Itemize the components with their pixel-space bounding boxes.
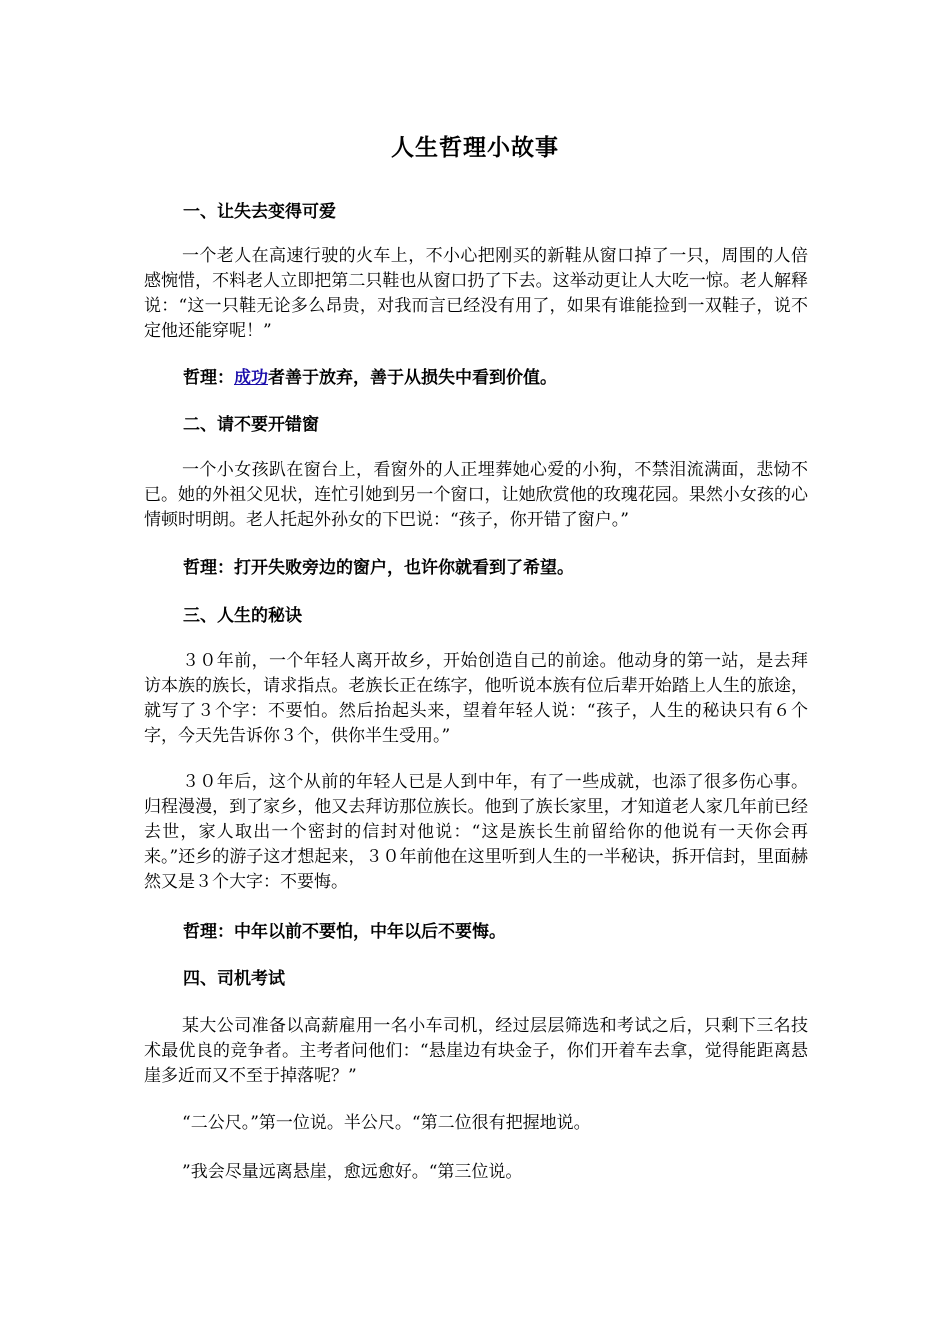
moral-prefix: 哲理： [183, 368, 234, 388]
section-heading: 一、让失去变得可爱 [183, 202, 336, 222]
moral-line: 哲理：打开失败旁边的窗户，也许你就看到了希望。 [183, 558, 574, 578]
section-heading: 四、司机考试 [183, 969, 285, 989]
success-link[interactable]: 成功 [234, 368, 268, 388]
paragraph: ３０年前，一个年轻人离开故乡，开始创造自己的前途。他动身的第一站，是去拜访本族的族长，请求指点。老族长正在练字，他听说本族有位后辈开始踏上人生的旅途，就写了３个字：不要怕。然后抬起头来，望着年轻人说：“孩子，人生的秘诀只有６个字，今天先告诉你３个，供你半生受用。” [144, 651, 808, 746]
paragraph: ”我会尽量远离悬崖，愈远愈好。“第三位说。 [182, 1162, 523, 1182]
moral-text: 者善于放弃，善于从损失中看到价值。 [268, 368, 557, 388]
paragraph: 一个老人在高速行驶的火车上，不小心把刚买的新鞋从窗口掉了一只，周围的人倍感惋惜，不料老人立即把第二只鞋也从窗口扔了下去。这举动更让人大吃一惊。老人解释说：“这一只鞋无论多么昂贵，对我而言已经没有用了，如果有谁能捡到一双鞋子，说不定他还能穿呢！” [144, 246, 808, 341]
moral-line [183, 366, 808, 391]
paragraph: “二公尺。”第一位说。半公尺。“第二位很有把握地说。 [182, 1113, 591, 1133]
paragraph: 某大公司准备以高薪雇用一名小车司机，经过层层筛选和考试之后，只剩下三名技术最优良的竞争者。主考者问他们：“悬崖边有块金子，你们开着车去拿，觉得能距离悬崖多近而又不至于掉落呢？” [144, 1016, 808, 1086]
moral-line: 哲理：中年以前不要怕，中年以后不要悔。 [183, 922, 506, 942]
section-heading: 二、请不要开错窗 [183, 415, 319, 435]
section-heading: 三、人生的秘诀 [183, 606, 302, 626]
paragraph: ３０年后，这个从前的年轻人已是人到中年，有了一些成就，也添了很多伤心事。归程漫漫，到了家乡，他又去拜访那位族长。他到了族长家里，才知道老人家几年前已经去世，家人取出一个密封的信封对他说：“这是族长生前留给你的他说有一天你会再来。”还乡的游子这才想起来，３０年前他在这里听到人生的一半秘诀，拆开信封，里面赫然又是３个大字：不要悔。 [144, 772, 808, 892]
page-title: 人生哲理小故事 [391, 135, 559, 161]
paragraph: 一个小女孩趴在窗台上，看窗外的人正埋葬她心爱的小狗，不禁泪流满面，悲恸不已。她的外祖父见状，连忙引她到另一个窗口，让她欣赏他的玫瑰花园。果然小女孩的心情顿时明朗。老人托起外孙女的下巴说：“孩子，你开错了窗户。” [144, 460, 808, 530]
